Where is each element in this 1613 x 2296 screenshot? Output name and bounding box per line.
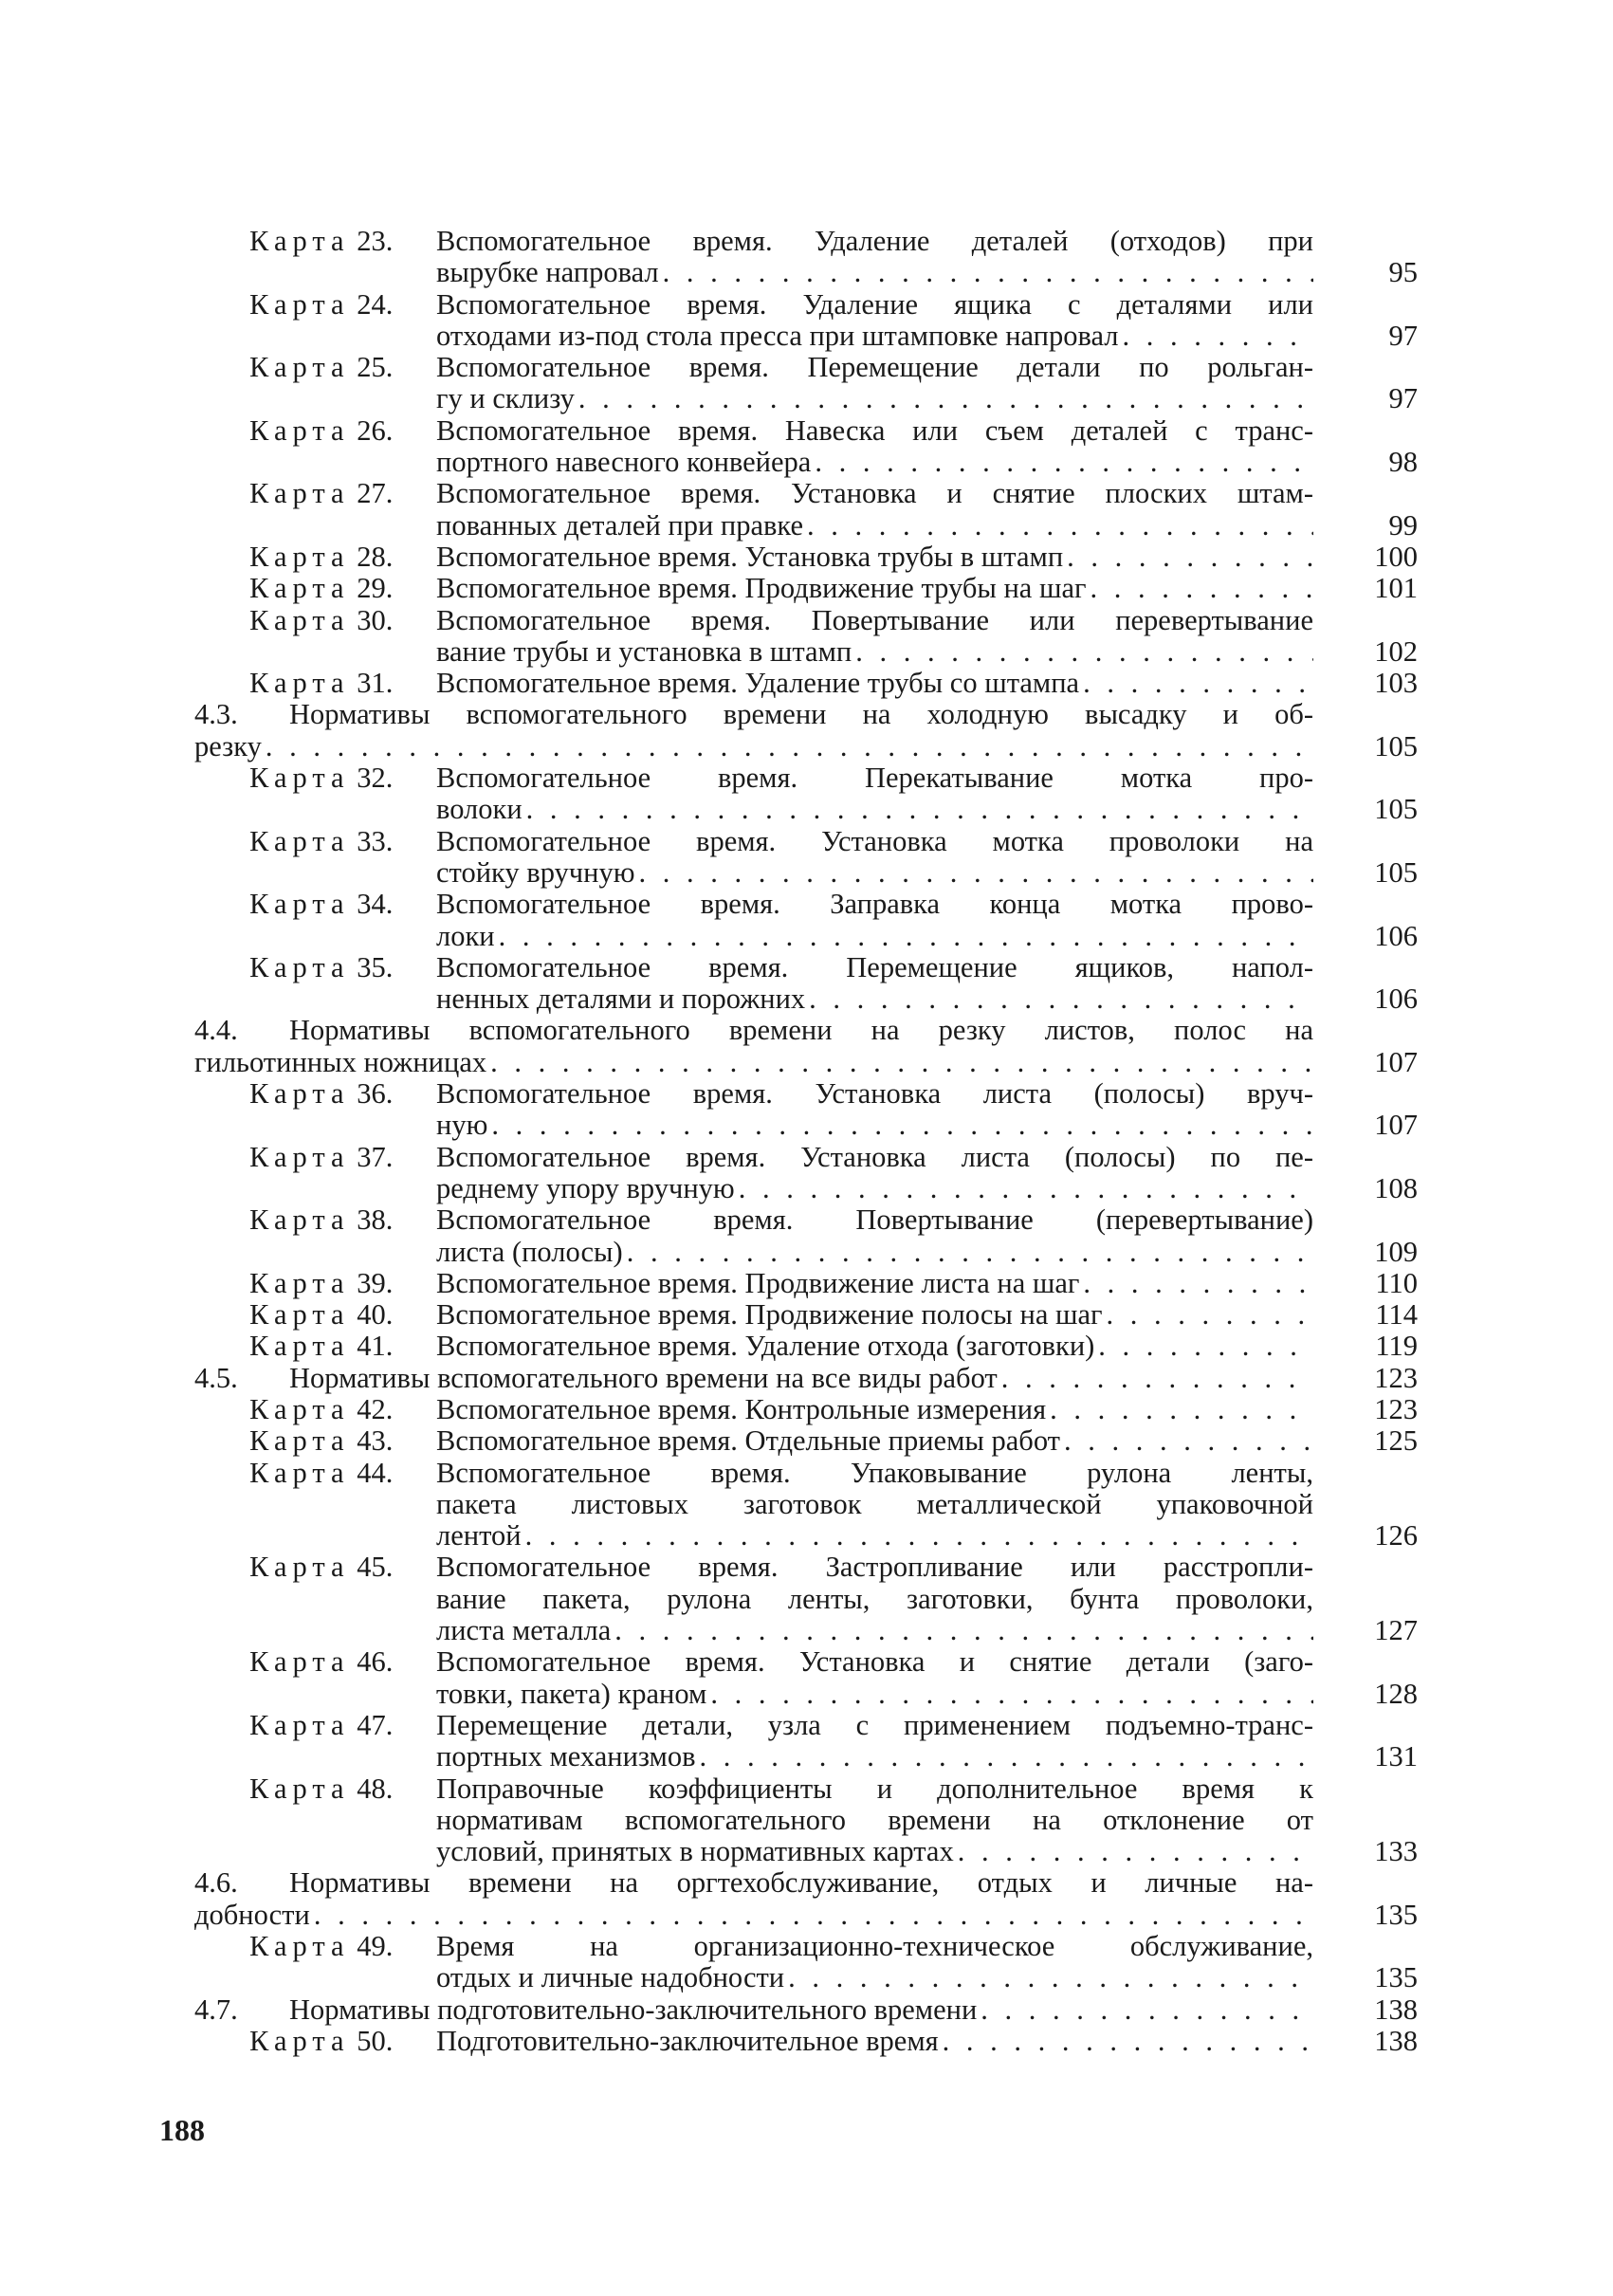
card-word: Карта <box>249 603 350 636</box>
entry-label <box>249 952 393 983</box>
entry-line: Вспомогательное время. Установка листа (полосы) по пе- <box>436 1141 1313 1173</box>
entry-line: вание пакета, рулона ленты, заготовки, бунта проволоки, <box>436 1583 1313 1615</box>
entry-text: волоки <box>436 794 522 826</box>
card-word: Карта <box>249 413 350 447</box>
entry-label <box>249 415 393 447</box>
dot-leader <box>1064 1425 1313 1457</box>
entry-text: Вспомогательное время. Продвижение полосы на шаг <box>436 1299 1103 1332</box>
card-number: 29. <box>349 572 394 605</box>
card-number: 46. <box>349 1645 394 1679</box>
card-number: 50. <box>349 2024 394 2057</box>
toc-card-entry <box>194 573 1418 604</box>
entry-text: вырубке напровал <box>436 257 659 289</box>
entry-page: 106 <box>1374 919 1418 952</box>
entry-page: 105 <box>1374 793 1418 826</box>
dot-leader <box>710 1679 1313 1710</box>
card-number: 27. <box>349 477 394 510</box>
toc-card-entry <box>194 1425 1418 1457</box>
card-word: Карта <box>249 1203 350 1237</box>
entry-line: Вспомогательное время. Перемещение ящиков, напол- <box>436 951 1313 983</box>
toc-section-entry <box>194 1363 1418 1394</box>
entry-line: нормативам вспомогательного времени на отклонение от <box>436 1804 1313 1836</box>
entry-text: Подготовительно-заключительное время <box>436 2025 939 2057</box>
dot-leader <box>943 2026 1313 2057</box>
entry-line <box>436 921 1313 952</box>
entry-page: 101 <box>1374 572 1418 605</box>
entry-text: резку <box>194 730 262 762</box>
entry-page: 107 <box>1374 1045 1418 1078</box>
card-number: 39. <box>349 1266 394 1299</box>
toc-card-entry <box>194 289 1418 353</box>
dot-leader <box>1083 668 1313 699</box>
entry-label <box>249 1331 393 1362</box>
entry-text: лентой <box>436 1520 522 1552</box>
dot-leader <box>614 1615 1313 1646</box>
entry-page: 123 <box>1374 1361 1418 1394</box>
entry-text: Нормативы подготовительно-заключительного времени <box>289 1993 978 2026</box>
entry-page: 97 <box>1388 319 1418 352</box>
dot-leader <box>788 1962 1313 1993</box>
entry-label: 4.5. <box>194 1361 238 1394</box>
dot-leader <box>499 921 1313 952</box>
card-word: Карта <box>249 1266 350 1299</box>
entry-label <box>249 668 393 699</box>
entry-label <box>249 289 393 321</box>
entry-line <box>436 1237 1313 1268</box>
entry-text: локи <box>436 920 495 952</box>
entry-label <box>249 2026 393 2057</box>
entry-label <box>249 1710 393 1741</box>
entry-label: 4.7. <box>194 1993 238 2026</box>
toc-card-entry <box>194 889 1418 952</box>
entry-text: Вспомогательное время. Установка трубы в штамп <box>436 541 1064 573</box>
entry-text: Вспомогательное время. Удаление отхода (заготовки) <box>436 1331 1095 1363</box>
entry-text: стойку вручную <box>436 856 635 889</box>
entry-line <box>436 1173 1313 1204</box>
toc-card-entry <box>194 952 1418 1016</box>
toc-card-entry <box>194 668 1418 699</box>
entry-line: Вспомогательное время. Установка мотка проволоки на <box>436 825 1313 857</box>
card-word: Карта <box>249 477 350 510</box>
card-number: 40. <box>349 1298 394 1332</box>
entry-page: 98 <box>1388 446 1418 479</box>
dot-leader <box>627 1237 1313 1268</box>
dot-leader <box>855 636 1313 668</box>
entry-line <box>436 794 1313 825</box>
entry-label <box>249 762 393 794</box>
entry-page: 138 <box>1374 1993 1418 2026</box>
entry-text: Вспомогательное время. Продвижение листа на шаг <box>436 1267 1080 1299</box>
card-word: Карта <box>249 1298 350 1332</box>
entry-label <box>249 605 393 636</box>
card-word: Карта <box>249 1077 350 1111</box>
entry-line: Нормативы вспомогательного времени на холодную высадку и об- <box>289 699 1313 731</box>
entry-line: Время на организационно-техническое обслуживание, <box>436 1931 1313 1963</box>
card-word: Карта <box>249 540 350 573</box>
entry-label <box>249 1458 393 1489</box>
entry-line <box>436 1741 1313 1773</box>
entry-page: 135 <box>1374 1961 1418 1994</box>
entry-page: 131 <box>1374 1740 1418 1773</box>
card-word: Карта <box>249 1772 350 1805</box>
entry-line <box>436 668 1313 699</box>
entry-line <box>436 1836 1313 1867</box>
entry-line <box>436 1299 1313 1331</box>
entry-page: 95 <box>1388 256 1418 289</box>
toc-section-entry <box>194 1015 1418 1078</box>
dot-leader <box>1098 1331 1313 1362</box>
entry-text: портного навесного конвейера <box>436 447 812 479</box>
entry-page: 106 <box>1374 983 1418 1016</box>
entry-page: 103 <box>1374 667 1418 700</box>
card-number: 43. <box>349 1424 394 1458</box>
card-number: 41. <box>349 1330 394 1363</box>
entry-line: Нормативы времени на оргтехобслуживание, отдых и личные на- <box>289 1867 1313 1900</box>
dot-leader <box>491 1110 1313 1141</box>
entry-label <box>249 1394 393 1425</box>
entry-line: Вспомогательное время. Перекатывание мотка про- <box>436 762 1313 795</box>
toc-card-entry <box>194 1931 1418 1994</box>
entry-page: 100 <box>1374 540 1418 573</box>
entry-line <box>436 1268 1313 1299</box>
toc-card-entry <box>194 1552 1418 1646</box>
entry-line: Вспомогательное время. Повертывание или перевертывание <box>436 604 1313 636</box>
entry-page: 109 <box>1374 1235 1418 1268</box>
entry-label <box>249 889 393 920</box>
entry-line <box>436 573 1313 604</box>
toc-section-entry <box>194 1994 1418 2026</box>
entry-label <box>249 478 393 509</box>
toc-section-entry <box>194 699 1418 762</box>
toc-section-entry <box>194 1867 1418 1931</box>
card-number: 49. <box>349 1930 394 1963</box>
card-number: 32. <box>349 762 394 795</box>
entry-page: 102 <box>1374 634 1418 668</box>
entry-text: Вспомогательное время. Продвижение трубы на шаг <box>436 573 1087 605</box>
entry-label <box>249 1142 393 1173</box>
entry-label <box>249 1204 393 1236</box>
entry-line <box>436 447 1313 478</box>
entry-line <box>289 1994 1313 2026</box>
entry-line <box>436 1615 1313 1646</box>
dot-leader <box>1067 542 1313 573</box>
entry-text: товки, пакета) краном <box>436 1678 707 1710</box>
entry-text: реднему упору вручную <box>436 1172 735 1204</box>
entry-page: 128 <box>1374 1677 1418 1710</box>
card-number: 42. <box>349 1392 394 1425</box>
entry-page: 125 <box>1374 1424 1418 1458</box>
entry-line <box>436 857 1313 889</box>
card-word: Карта <box>249 667 350 700</box>
toc-card-entry <box>194 1773 1418 1868</box>
entry-text: отдых и личные надобности <box>436 1962 785 1994</box>
entry-page: 110 <box>1375 1266 1418 1299</box>
entry-label <box>249 352 393 383</box>
dot-leader <box>663 257 1313 288</box>
dot-leader <box>1050 1394 1313 1425</box>
entry-line: Вспомогательное время. Установка листа (полосы) вруч- <box>436 1078 1313 1111</box>
entry-page: 123 <box>1374 1392 1418 1425</box>
dot-leader <box>807 510 1313 542</box>
card-number: 30. <box>349 603 394 636</box>
dot-leader <box>699 1741 1313 1773</box>
entry-label <box>249 1425 393 1457</box>
card-number: 35. <box>349 950 394 983</box>
card-word: Карта <box>249 1392 350 1425</box>
dot-leader <box>958 1836 1313 1867</box>
card-number: 48. <box>349 1772 394 1805</box>
entry-page: 119 <box>1375 1330 1418 1363</box>
entry-line: Вспомогательное время. Установка и снятие плоских штам- <box>436 478 1313 510</box>
dot-leader <box>525 1520 1313 1552</box>
entry-line: Вспомогательное время. Повертывание (перевертывание) <box>436 1204 1313 1237</box>
dot-leader <box>266 731 1313 762</box>
card-word: Карта <box>249 950 350 983</box>
entry-text: листа (полосы) <box>436 1236 623 1268</box>
entry-line: Вспомогательное время. Заправка конца мотка прово- <box>436 889 1313 921</box>
card-word: Карта <box>249 287 350 321</box>
toc-card-entry <box>194 605 1418 669</box>
toc-card-entry <box>194 415 1418 479</box>
entry-line: Вспомогательное время. Застропливание или расстропли- <box>436 1552 1313 1584</box>
toc-card-entry <box>194 1646 1418 1710</box>
toc-card-entry <box>194 1710 1418 1773</box>
dot-leader <box>815 447 1313 478</box>
entry-label <box>249 1299 393 1331</box>
card-number: 36. <box>349 1077 394 1111</box>
card-word: Карта <box>249 1708 350 1741</box>
card-number: 24. <box>349 287 394 321</box>
entry-line <box>194 1047 1313 1078</box>
toc-card-entry <box>194 826 1418 890</box>
card-number: 38. <box>349 1203 394 1237</box>
card-word: Карта <box>249 1424 350 1458</box>
entry-page: 138 <box>1374 2024 1418 2057</box>
entry-page: 97 <box>1388 382 1418 415</box>
card-number: 47. <box>349 1708 394 1741</box>
toc-card-entry <box>194 1142 1418 1205</box>
entry-page: 114 <box>1375 1298 1418 1332</box>
entry-text: гильотинных ножницах <box>194 1046 487 1078</box>
entry-line: Вспомогательное время. Удаление ящика с деталями или <box>436 288 1313 321</box>
entry-line <box>436 1962 1313 1993</box>
entry-line: Вспомогательное время. Установка и снятие детали (заго- <box>436 1646 1313 1679</box>
card-word: Карта <box>249 1140 350 1173</box>
entry-page: 133 <box>1374 1835 1418 1868</box>
entry-text: Вспомогательное время. Контрольные измерения <box>436 1393 1047 1425</box>
entry-text: условий, принятых в нормативных картах <box>436 1836 954 1868</box>
entry-label <box>249 226 393 257</box>
entry-text: гу и склизу <box>436 383 575 415</box>
card-number: 37. <box>349 1140 394 1173</box>
dot-leader <box>314 1900 1313 1931</box>
entry-line <box>436 510 1313 542</box>
entry-line <box>436 257 1313 288</box>
dot-leader <box>1107 1299 1313 1331</box>
entry-text: пованных деталей при правке <box>436 509 804 542</box>
entry-label: 4.3. <box>194 698 238 731</box>
entry-label: 4.4. <box>194 1014 238 1047</box>
toc-card-entry <box>194 1458 1418 1552</box>
toc-card-entry <box>194 1299 1418 1331</box>
entry-page: 108 <box>1374 1171 1418 1204</box>
card-word: Карта <box>249 2024 350 2057</box>
entry-line <box>436 1520 1313 1552</box>
dot-leader <box>639 857 1314 889</box>
entry-line <box>436 321 1313 352</box>
entry-label <box>249 1773 393 1805</box>
card-number: 44. <box>349 1456 394 1489</box>
card-number: 26. <box>349 413 394 447</box>
dot-leader <box>981 1994 1313 2026</box>
dot-leader <box>1091 573 1313 604</box>
toc-card-entry <box>194 2026 1418 2057</box>
entry-text: Вспомогательное время. Отдельные приемы работ <box>436 1425 1060 1458</box>
entry-text: добности <box>194 1899 310 1931</box>
entry-line <box>194 731 1313 762</box>
entry-label <box>249 1078 393 1110</box>
dot-leader <box>490 1047 1313 1078</box>
toc-card-entry <box>194 478 1418 542</box>
toc-card-entry <box>194 1331 1418 1362</box>
entry-line: пакета листовых заготовок металлической упаковочной <box>436 1488 1313 1520</box>
card-number: 23. <box>349 225 394 257</box>
entry-label <box>249 542 393 573</box>
entry-text: Вспомогательное время. Удаление трубы со штампа <box>436 668 1080 700</box>
card-word: Карта <box>249 762 350 795</box>
card-number: 25. <box>349 351 394 384</box>
dot-leader <box>1123 321 1313 352</box>
entry-line: Перемещение детали, узла с применением подъемно-транс- <box>436 1709 1313 1741</box>
dot-leader <box>1001 1363 1313 1394</box>
entry-label <box>249 1268 393 1299</box>
card-word: Карта <box>249 888 350 921</box>
card-word: Карта <box>249 1456 350 1489</box>
entry-page: 105 <box>1374 855 1418 889</box>
entry-line <box>436 1110 1313 1141</box>
toc-card-entry <box>194 352 1418 415</box>
entry-text: портных механизмов <box>436 1741 696 1773</box>
entry-text: ненных деталями и порожних <box>436 983 806 1016</box>
dot-leader <box>526 794 1313 825</box>
entry-line <box>436 1679 1313 1710</box>
entry-text: отходами из-под стола пресса при штамповке напровал <box>436 320 1119 352</box>
entry-text: ную <box>436 1110 488 1142</box>
entry-label <box>249 826 393 857</box>
card-word: Карта <box>249 572 350 605</box>
card-word: Карта <box>249 824 350 857</box>
entry-page: 135 <box>1374 1898 1418 1931</box>
dot-leader <box>1083 1268 1313 1299</box>
entry-label <box>249 573 393 604</box>
card-word: Карта <box>249 351 350 384</box>
entry-line <box>436 1331 1313 1362</box>
entry-line <box>436 383 1313 414</box>
table-of-contents <box>194 226 1418 2057</box>
dot-leader <box>578 383 1313 414</box>
entry-line <box>436 1425 1313 1457</box>
card-number: 34. <box>349 888 394 921</box>
entry-line: Вспомогательное время. Упаковывание рулона ленты, <box>436 1457 1313 1489</box>
dot-leader <box>739 1173 1313 1204</box>
card-number: 45. <box>349 1551 394 1584</box>
card-word: Карта <box>249 1330 350 1363</box>
card-word: Карта <box>249 1930 350 1963</box>
entry-label <box>249 1552 393 1583</box>
card-word: Карта <box>249 1551 350 1584</box>
entry-label <box>249 1646 393 1678</box>
toc-card-entry <box>194 542 1418 573</box>
entry-page: 126 <box>1374 1519 1418 1552</box>
entry-line <box>436 2026 1313 2057</box>
entry-text: листа металла <box>436 1615 612 1647</box>
entry-line <box>436 983 1313 1015</box>
card-word: Карта <box>249 225 350 257</box>
entry-line <box>436 636 1313 668</box>
entry-line: Вспомогательное время. Навеска или съем деталей с транс- <box>436 414 1313 447</box>
toc-card-entry <box>194 1394 1418 1425</box>
toc-card-entry <box>194 1078 1418 1142</box>
entry-line: Вспомогательное время. Перемещение детали по рольган- <box>436 352 1313 384</box>
dot-leader <box>809 983 1313 1015</box>
toc-card-entry <box>194 1204 1418 1268</box>
entry-line: Вспомогательное время. Удаление деталей (отходов) при <box>436 226 1313 257</box>
card-number: 28. <box>349 540 394 573</box>
toc-card-entry <box>194 226 1418 289</box>
entry-line <box>436 542 1313 573</box>
entry-line <box>194 1900 1313 1931</box>
entry-line <box>289 1363 1313 1394</box>
entry-page: 105 <box>1374 729 1418 762</box>
entry-line: Поправочные коэффициенты и дополнительное время к <box>436 1773 1313 1805</box>
card-number: 33. <box>349 824 394 857</box>
entry-label: 4.6. <box>194 1866 238 1900</box>
entry-label <box>249 1931 393 1962</box>
page-number: 188 <box>159 2113 205 2147</box>
card-word: Карта <box>249 1645 350 1679</box>
entry-page: 99 <box>1388 508 1418 542</box>
entry-line <box>436 1394 1313 1425</box>
card-number: 31. <box>349 667 394 700</box>
entry-line: Нормативы вспомогательного времени на резку листов, полос на <box>289 1015 1313 1047</box>
entry-page: 107 <box>1374 1109 1418 1142</box>
entry-text: вание трубы и установка в штамп <box>436 635 852 668</box>
toc-card-entry <box>194 762 1418 826</box>
entry-text: Нормативы вспомогательного времени на все виды работ <box>289 1362 998 1394</box>
toc-card-entry <box>194 1268 1418 1299</box>
entry-page: 127 <box>1374 1614 1418 1647</box>
